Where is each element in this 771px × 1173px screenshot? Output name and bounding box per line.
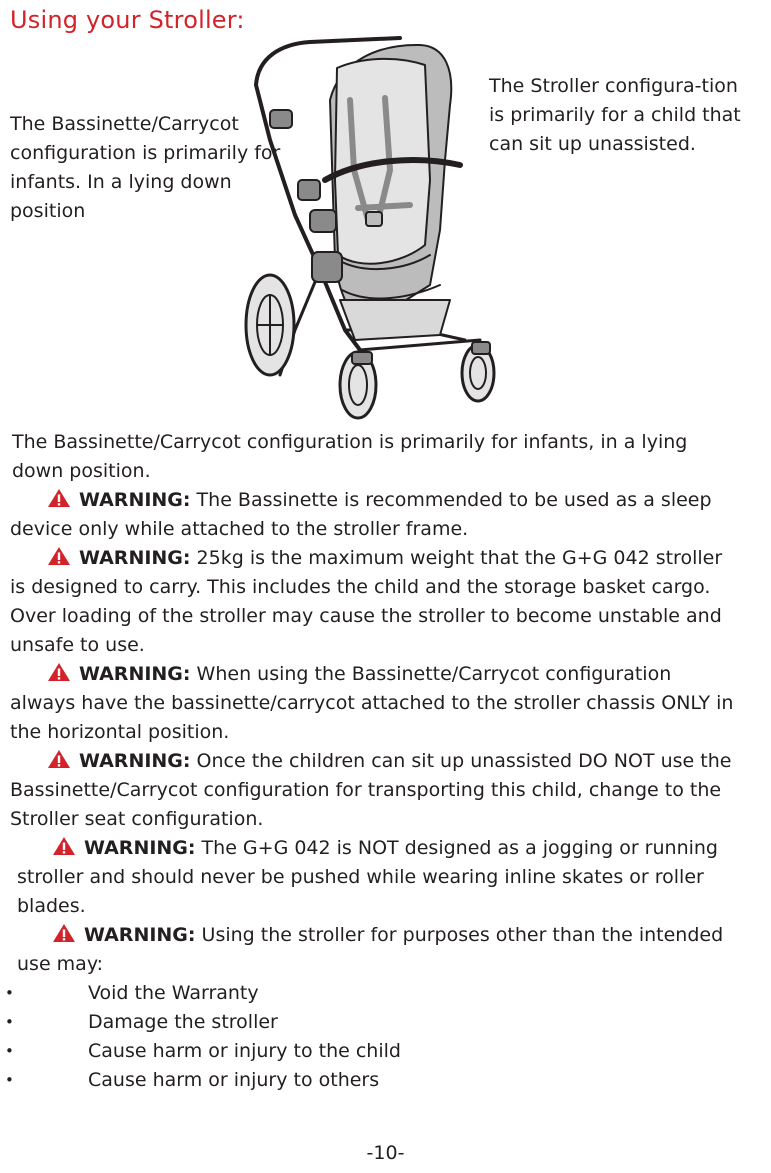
warning-item	[0, 660, 771, 747]
warning-label: WARNING:	[79, 547, 191, 569]
warning-triangle-icon	[47, 662, 71, 682]
warning-text: 25kg is the maximum weight that the G+G 042 stroller is designed to carry. This includes the child and the storage basket cargo. Over loading of the stroller may cause the stroller to become unstable and unsafe to use.	[10, 547, 723, 656]
stroller-illustration	[240, 30, 505, 425]
warning-label: WARNING:	[79, 663, 191, 685]
warning-label: WARNING:	[79, 750, 191, 772]
instructions-body	[0, 428, 771, 1095]
warning-label: WARNING:	[84, 924, 196, 946]
misuse-consequences-list	[0, 979, 771, 1095]
warning-text: Once the children can sit up unassisted DO NOT use the Bassinette/Carrycot configuration for transporting this child, change to the Stroller seat configuration.	[10, 750, 732, 830]
stroller-caption: The Stroller configura-tion is primarily for a child that can sit up unassisted.	[489, 75, 741, 155]
page-title: Using your Stroller:	[10, 6, 245, 34]
warning-item	[0, 544, 771, 660]
warning-text: When using the Bassinette/Carrycot configuration always have the bassinette/carrycot attached to the stroller chassis ONLY in the horizontal position.	[10, 663, 734, 743]
warning-triangle-icon	[52, 923, 76, 943]
list-item: • Void the Warranty	[0, 979, 771, 1008]
warning-label: WARNING:	[84, 837, 196, 859]
warning-item	[0, 486, 771, 544]
intro-paragraph: The Bassinette/Carrycot configuration is primarily for infants, in a lying down position.	[12, 431, 688, 482]
warning-label: WARNING:	[79, 489, 191, 511]
warning-triangle-icon	[47, 488, 71, 508]
warning-item	[0, 747, 771, 834]
bassinette-caption: The Bassinette/Carrycot configuration is primarily for infants. In a lying down position	[10, 113, 281, 222]
warning-text: Using the stroller for purposes other than the intended use may:	[17, 924, 724, 975]
warning-triangle-icon	[47, 749, 71, 769]
warning-triangle-icon	[47, 546, 71, 566]
warning-triangle-icon	[52, 836, 76, 856]
page-number: -10-	[366, 1142, 405, 1164]
list-item: • Cause harm or injury to the child	[0, 1037, 771, 1066]
warning-item	[0, 834, 771, 921]
list-item: • Cause harm or injury to others	[0, 1066, 771, 1095]
warning-text: The G+G 042 is NOT designed as a jogging or running stroller and should never be pushed while wearing inline skates or roller blades.	[17, 837, 718, 917]
warning-text: The Bassinette is recommended to be used as a sleep device only while attached to the stroller frame.	[10, 489, 712, 540]
list-item: • Damage the stroller	[0, 1008, 771, 1037]
warning-item	[0, 921, 771, 979]
